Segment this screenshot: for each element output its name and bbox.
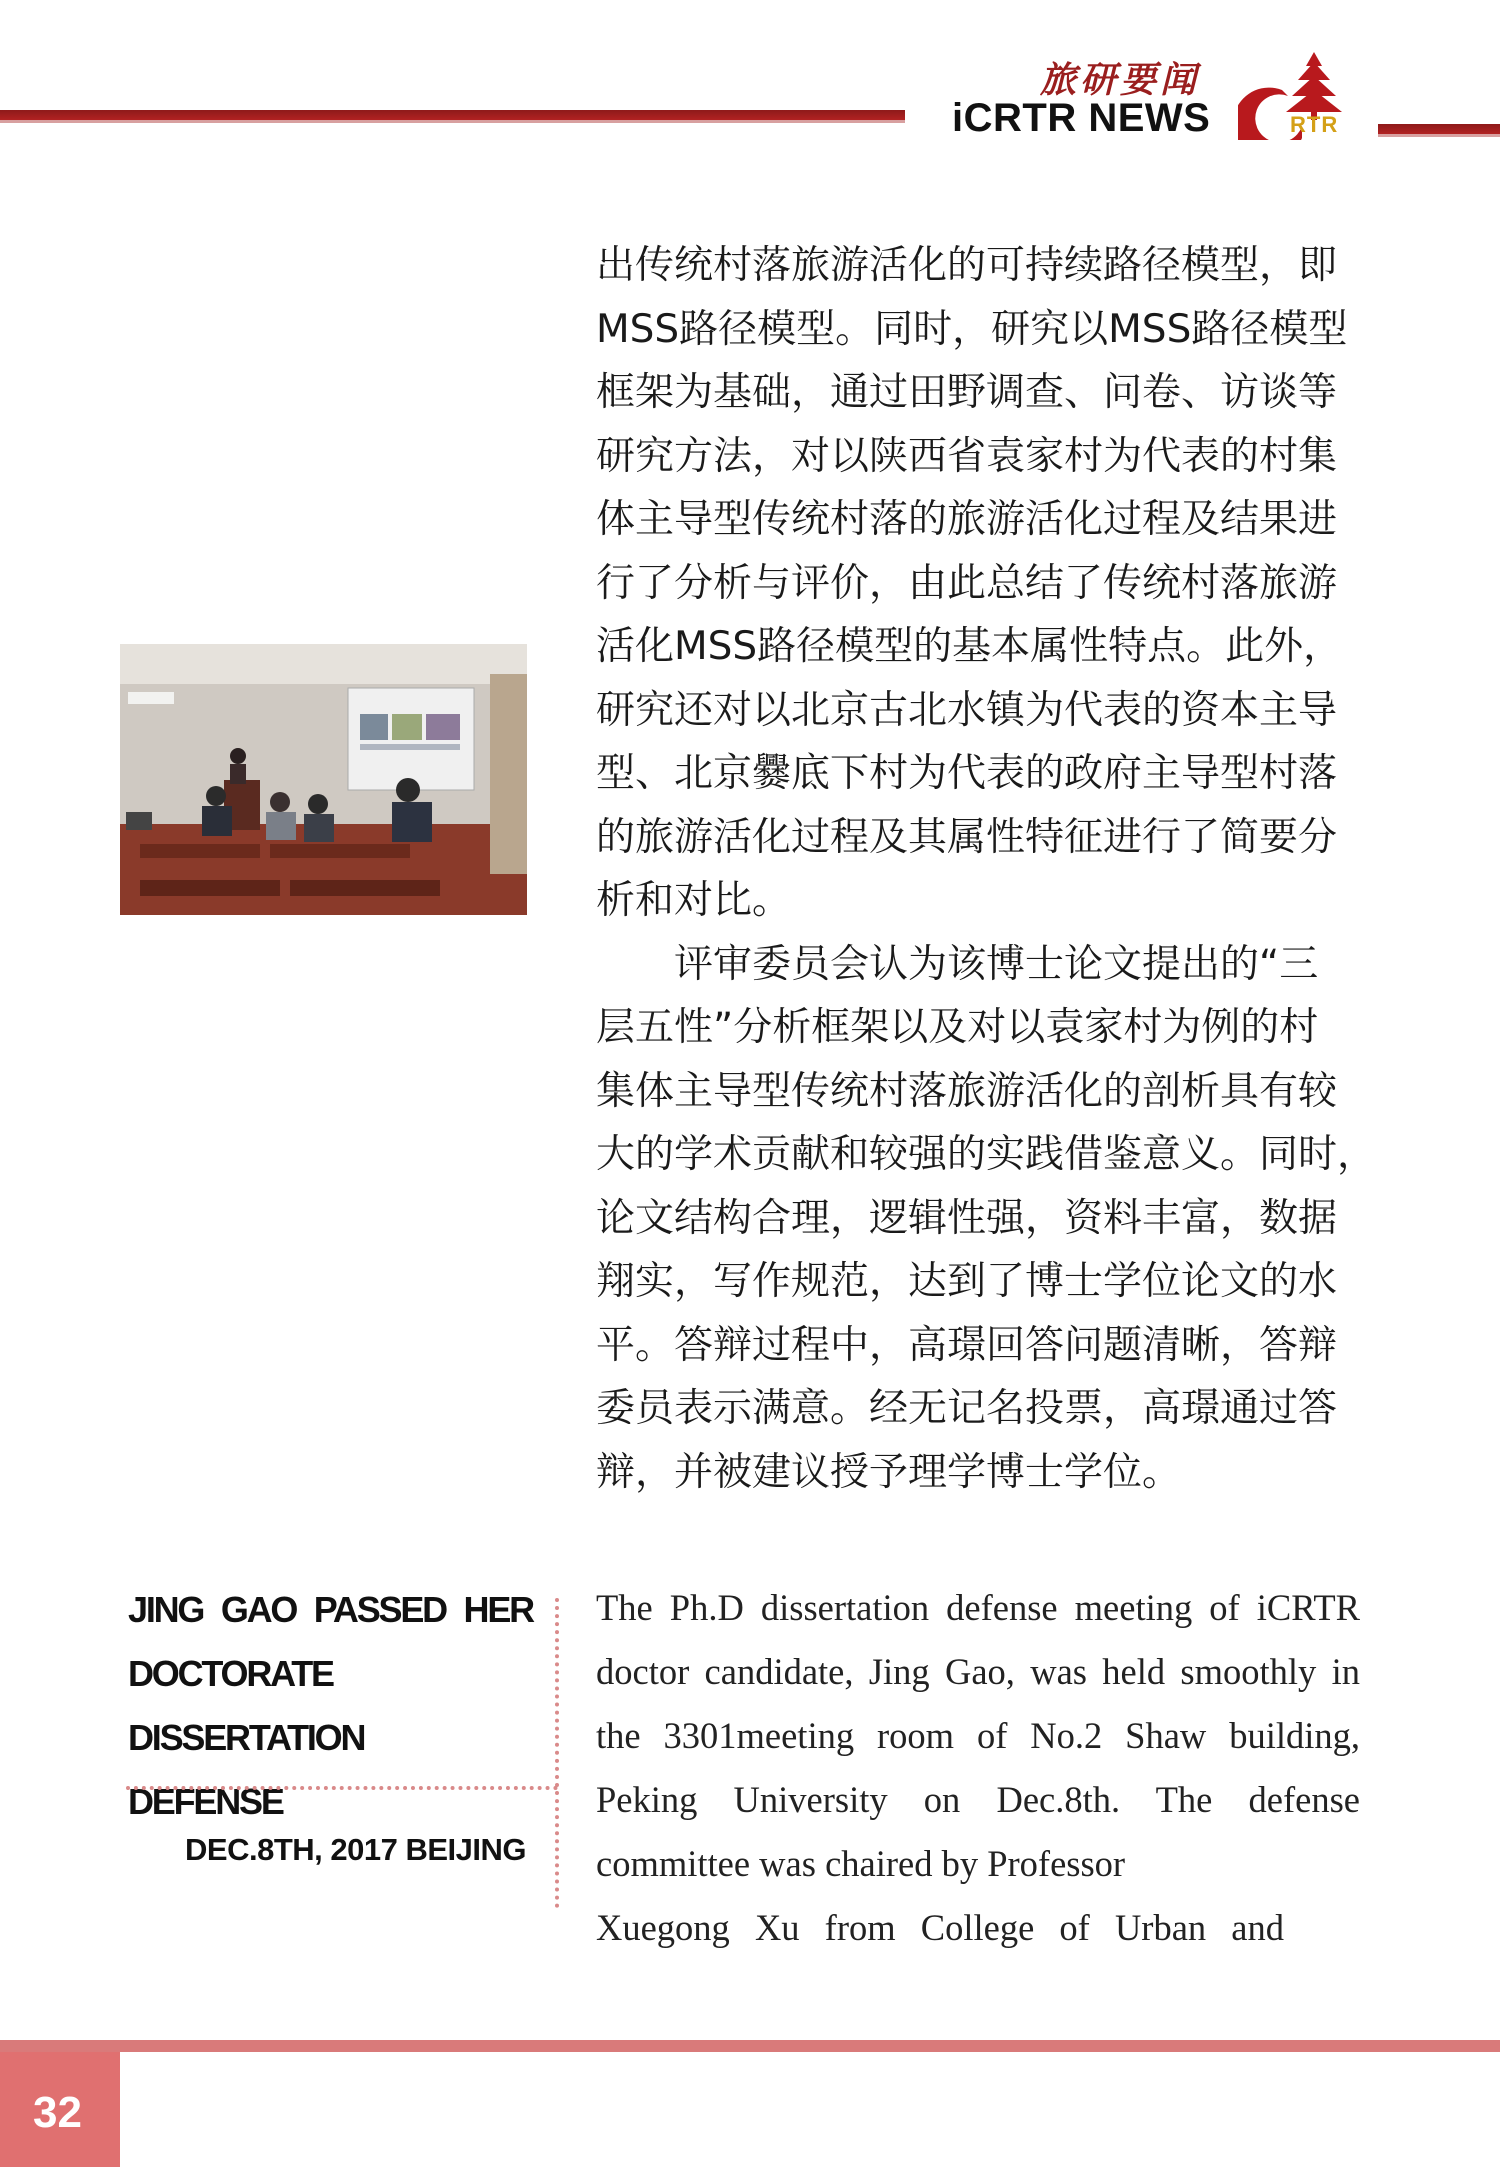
cn-line: 大的学术贡献和较强的实践借鉴意义。同时， <box>596 1132 1377 1177</box>
chinese-paragraph-2 <box>596 933 1386 1505</box>
page-number: 32 <box>33 2088 82 2137</box>
cn-line: 活化MSS路径模型的基本属性特点。此外， <box>596 624 1343 669</box>
header-rule-right <box>1378 124 1500 137</box>
cn-line: 型、北京爨底下村为代表的政府主导型村落 <box>596 751 1338 796</box>
title-line-1 <box>128 1578 533 1642</box>
chinese-paragraph-1 <box>596 234 1386 933</box>
english-article-body <box>596 1576 1360 1960</box>
cn-line: 委员表示满意。经无记名投票，高璟通过答 <box>596 1386 1338 1431</box>
chinese-article-body <box>596 234 1386 1504</box>
cn-line: 层五性”分析框架以及对以袁家村为例的村 <box>596 1005 1319 1050</box>
meeting-room-photo <box>120 644 527 915</box>
dotted-divider-horizontal <box>126 1786 558 1790</box>
title-word: PASSED <box>313 1589 446 1630</box>
footer-rule <box>0 2040 1500 2052</box>
title-word: HER <box>463 1589 533 1630</box>
logo-text: RTR <box>1290 112 1339 137</box>
cn-line: 平。答辩过程中，高璟回答问题清晰，答辩 <box>596 1322 1338 1368</box>
cn-line: 辩，并被建议授予理学博士学位。 <box>596 1449 1182 1495</box>
cn-line: 行了分析与评价，由此总结了传统村落旅游 <box>596 560 1338 606</box>
dotted-divider-vertical <box>555 1598 559 1908</box>
header-title-cn: 旅研要闻 <box>1040 59 1201 101</box>
header-title-en: iCRTR NEWS <box>952 96 1211 140</box>
cn-line: 析和对比。 <box>596 878 792 923</box>
english-article-title <box>128 1578 533 1834</box>
cn-line: 论文结构合理，逻辑性强，资料丰富，数据 <box>596 1195 1338 1241</box>
cn-line: 翔实，写作规范，达到了博士学位论文的水 <box>596 1259 1338 1304</box>
english-body-text: The Ph.D dissertation defense meeting of iCRTR doctor candidate, Jing Gao, was held smoothly in the 3301meeting room of No.2 Shaw building, Peking University on Dec.8th. The defense committee was chaired by Professor <box>596 1587 1360 1884</box>
cn-line: 集体主导型传统村落旅游活化的剖析具有较 <box>596 1068 1338 1114</box>
cn-line: 评审委员会认为该博士论文提出的“三 <box>674 941 1319 987</box>
cn-line: 的旅游活化过程及其属性特征进行了简要分 <box>596 814 1338 860</box>
title-line-2: DOCTORATE DISSERTATION <box>128 1653 365 1758</box>
cn-line: MSS路径模型。同时，研究以MSS路径模型 <box>596 306 1348 352</box>
cn-line: 体主导型传统村落的旅游活化过程及结果进 <box>596 497 1338 542</box>
cn-line: 研究方法，对以陕西省袁家村为代表的村集 <box>596 433 1338 479</box>
cn-line: 框架为基础，通过田野调查、问卷、访谈等 <box>596 370 1338 415</box>
title-word: JING <box>128 1589 204 1630</box>
english-body-last-line: Xuegong Xu from College of Urban and <box>596 1907 1284 1948</box>
title-line-3: DEFENSE <box>128 1781 283 1822</box>
header-rule-left <box>0 110 905 123</box>
cn-line: 研究还对以北京古北水镇为代表的资本主导 <box>596 687 1338 733</box>
title-word: GAO <box>220 1589 297 1630</box>
cn-line: 出传统村落旅游活化的可持续路径模型，即 <box>596 243 1338 288</box>
article-dateline: DEC.8TH, 2017 BEIJING <box>185 1832 526 1867</box>
